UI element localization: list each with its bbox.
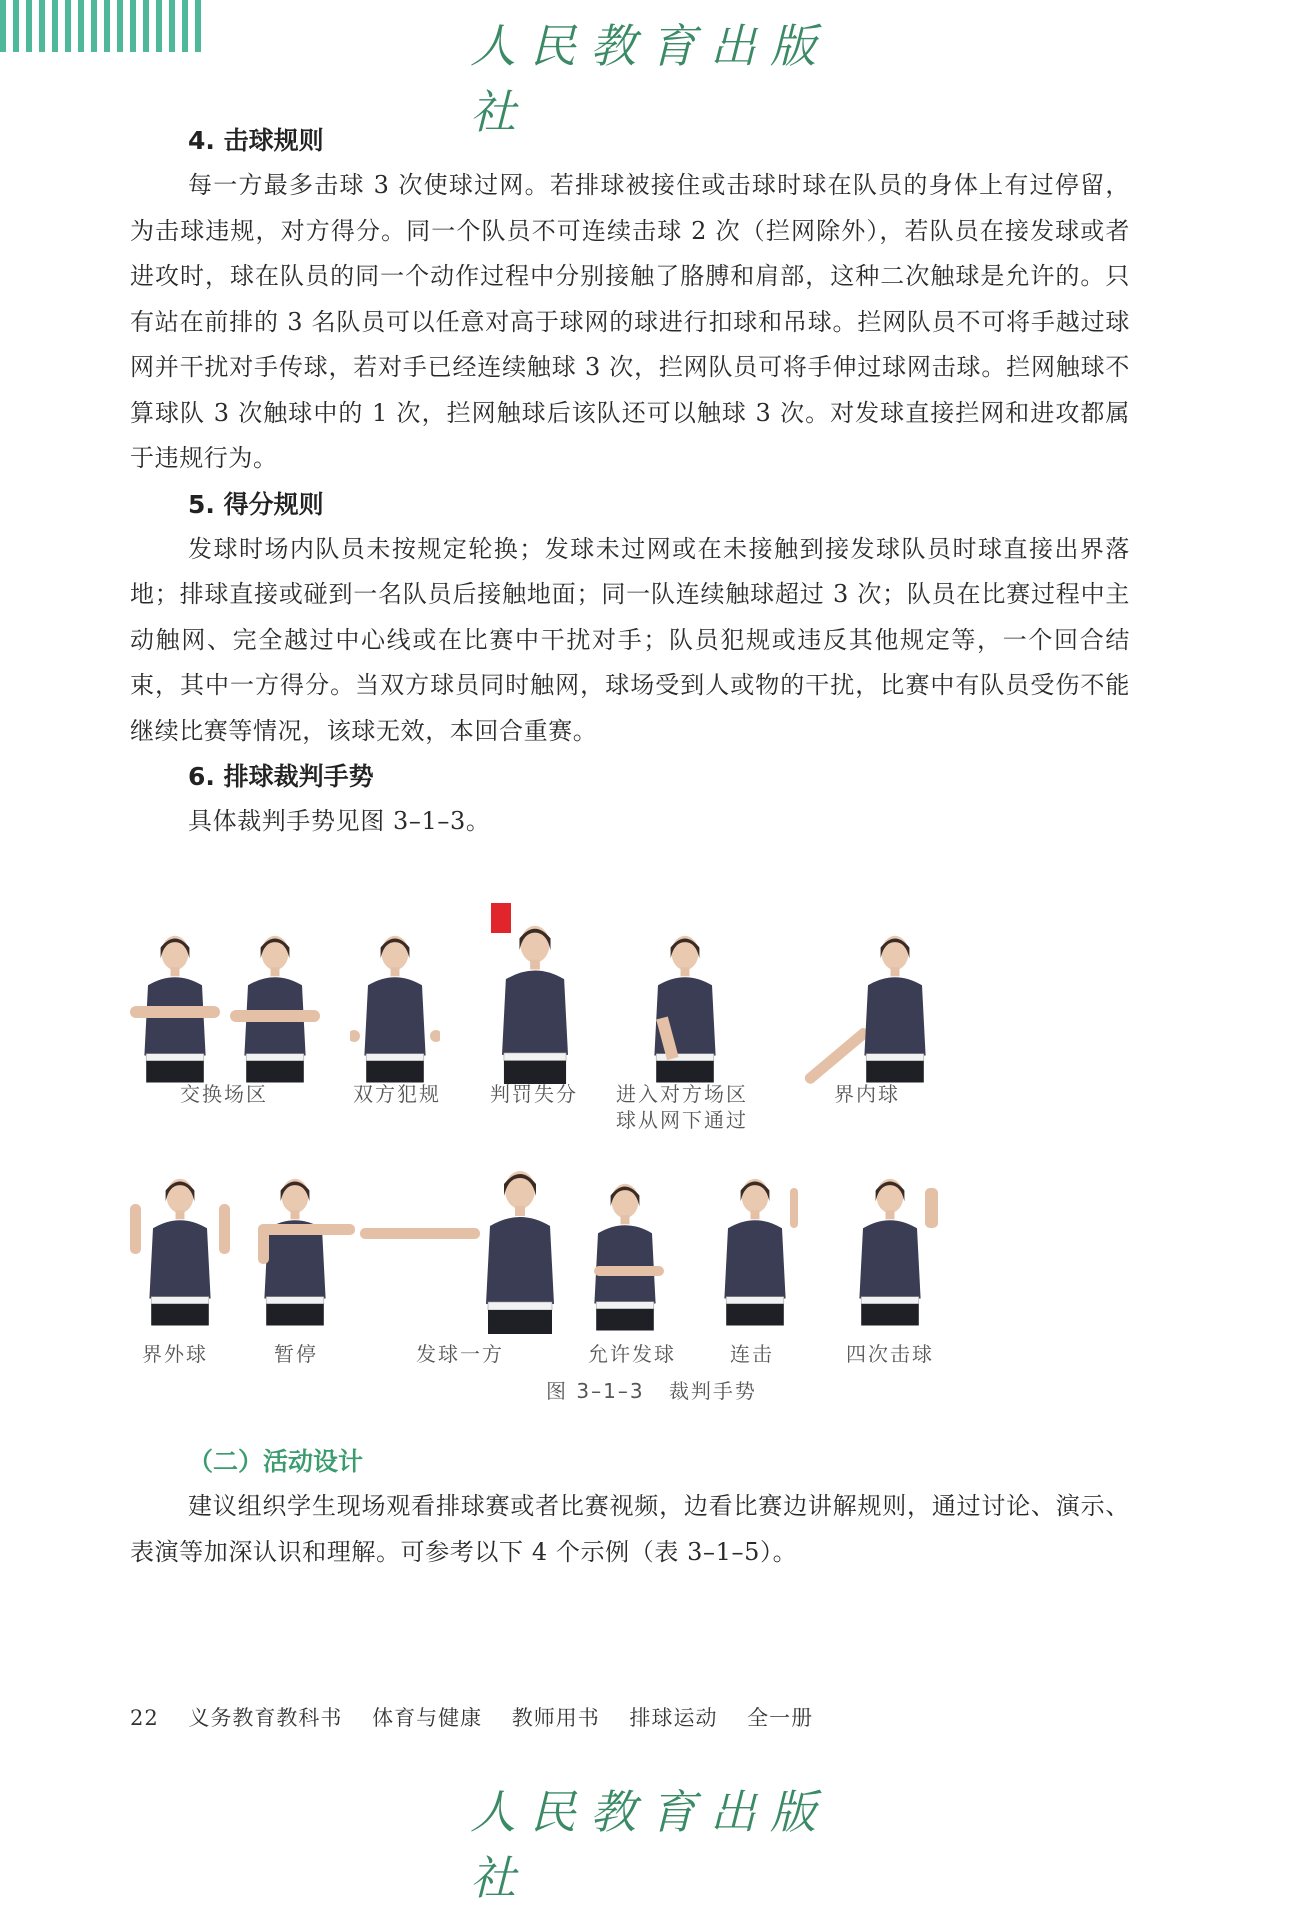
footer-volume: 全一册	[747, 1706, 814, 1730]
referee-figure	[845, 1164, 945, 1334]
signals-row-1	[140, 878, 1140, 1138]
heading-hit-rules: 4. 击球规则	[188, 126, 324, 155]
paragraph-activity-design: 建议组织学生现场观看排球赛或者比赛视频，边看比赛边讲解规则，通过讨论、演示、表演等加深认识和理解。可参考以下 4 个示例（表 3–1–5）。	[130, 1492, 1130, 1566]
caption-team-to-serve: 发球一方	[416, 1342, 504, 1366]
referee-figure	[710, 1164, 810, 1334]
caption-change-courts: 交换场区	[180, 1082, 268, 1106]
caption-ball-out: 界外球	[142, 1342, 208, 1366]
referee-figure	[485, 901, 585, 1086]
footer-type: 教师用书	[511, 1706, 600, 1730]
figure-caption	[0, 1375, 1303, 1404]
referee-figure	[130, 1164, 230, 1334]
caption-time-out: 暂停	[274, 1342, 318, 1366]
referee-figure	[780, 926, 940, 1086]
caption-penetration: 进入对方场区	[616, 1082, 748, 1106]
activity-section	[130, 1440, 1130, 1575]
referee-figure	[250, 1164, 360, 1334]
publisher-logo-bottom: 人民教育出版社	[470, 1785, 830, 1905]
signals-row-2	[140, 1136, 1140, 1386]
referee-figure	[640, 926, 730, 1086]
caption-double-fault: 双方犯规	[353, 1082, 441, 1106]
referee-figure	[580, 1174, 670, 1334]
figure-title: 裁判手势	[668, 1379, 757, 1403]
publisher-logo-top: 人民教育出版社	[470, 19, 830, 139]
footer-subject: 体育与健康	[372, 1706, 483, 1730]
caption-four-hits: 四次击球	[846, 1342, 934, 1366]
referee-figure	[350, 926, 440, 1086]
figure-number: 图 3–1–3	[546, 1379, 645, 1403]
heading-score-rules: 5. 得分规则	[188, 489, 324, 519]
footer-topic: 排球运动	[629, 1706, 718, 1730]
caption-penalty: 判罚失分	[490, 1082, 578, 1106]
page-number: 22	[130, 1706, 159, 1730]
paragraph-hit-rules: 每一方最多击球 3 次使球过网。若排球被接住或击球时球在队员的身体上有过停留，为击球违规，对方得分。同一个队员不可连续击球 2 次（拦网除外），若队员在接发球或者进攻时，球在队员的同一个动作过程中分别接触了胳膊和肩部，这种二次触球是允许的。只有站在前排的 3 名队员可以任意对高于球网的球进行扣球和吊球。拦网队员不可将手越过球网并干扰对手传球，若对手已经连续触球 3 次，拦网队员可将手伸过球网击球。拦网触球不算球队 3 次触球中的 1 次，拦网触球后该队还可以触球 3 次。对发球直接拦网和进攻都属于违规行为。	[130, 171, 1130, 472]
main-text	[130, 118, 1130, 845]
caption-ball-in: 界内球	[834, 1082, 900, 1106]
caption-double-contact: 连击	[730, 1342, 774, 1366]
header-stripes	[0, 0, 260, 52]
footer-book: 义务教育教科书	[188, 1706, 343, 1730]
caption-authorize-serve: 允许发球	[588, 1342, 676, 1366]
referee-figure	[230, 926, 320, 1086]
heading-referee-signals: 6. 排球裁判手势	[188, 762, 374, 791]
heading-activity-design: （二）活动设计	[188, 1447, 364, 1476]
referee-signals-figure	[140, 878, 1140, 1398]
referee-figure	[360, 1164, 570, 1334]
paragraph-referee-signals: 具体裁判手势见图 3–1–3。	[188, 807, 491, 835]
caption-ball-under-net: 球从网下通过	[616, 1108, 748, 1132]
paragraph-score-rules: 发球时场内队员未按规定轮换；发球未过网或在未接触到接发球队员时球直接出界落地；排球直接或碰到一名队员后接触地面；同一队连续触球超过 3 次；队员在比赛过程中主动触网、完全越过中心线或在比赛中干扰对手；队员犯规或违反其他规定等，一个回合结束，其中一方得分。当双方球员同时触网，球场受到人或物的干扰，比赛中有队员受伤不能继续比赛等情况，该球无效，本回合重赛。	[130, 534, 1130, 745]
referee-figure	[130, 926, 220, 1086]
page-footer	[130, 1702, 835, 1732]
